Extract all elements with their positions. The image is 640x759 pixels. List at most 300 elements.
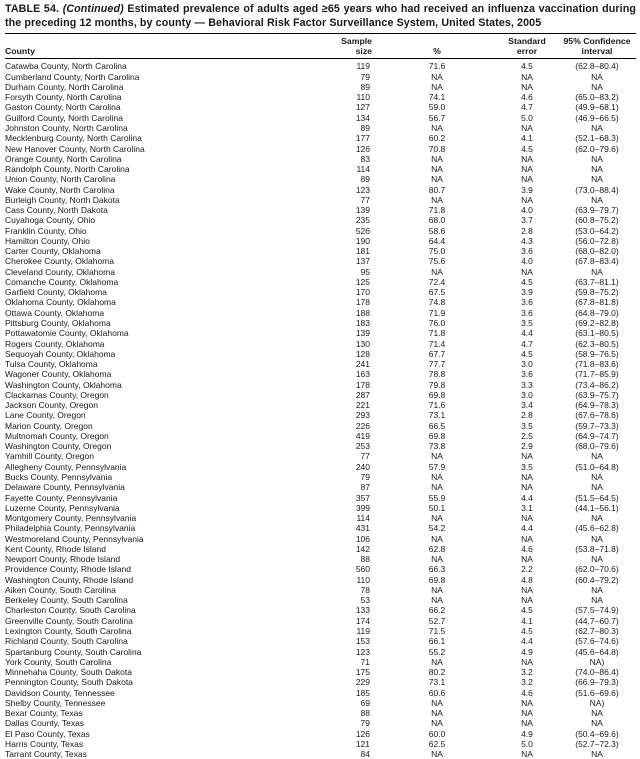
county-cell: Washington County, Oklahoma: [5, 379, 122, 390]
sample-size-cell: 134: [355, 112, 370, 123]
confidence-interval-cell: (67.6–78.6): [575, 410, 619, 421]
county-cell: Providence County, Rhode Island: [5, 564, 132, 575]
county-cell: Washington County, Rhode Island: [5, 574, 134, 585]
percent-cell: NA: [431, 708, 443, 719]
table-row: [5, 185, 636, 195]
percent-cell: 56.7: [428, 112, 446, 123]
sample-size-cell: 174: [355, 615, 370, 626]
table-row: [5, 708, 636, 718]
sample-size-cell: 240: [355, 461, 370, 472]
county-cell: Catawba County, North Carolina: [5, 61, 127, 72]
confidence-interval-cell: (64.9–74.7): [575, 430, 619, 441]
sample-size-cell: 125: [355, 276, 370, 287]
standard-error-cell: 3.6: [521, 369, 533, 380]
table-row: [5, 441, 636, 451]
county-cell: Cleveland County, Oklahoma: [5, 266, 115, 277]
standard-error-cell: 3.0: [521, 359, 533, 370]
confidence-interval-cell: NA: [591, 122, 603, 133]
table-row: [5, 113, 636, 123]
table-row: [5, 72, 636, 82]
percent-cell: NA: [431, 153, 443, 164]
county-cell: El Paso County, Texas: [5, 728, 90, 739]
confidence-interval-cell: (59.7–73.3): [575, 420, 619, 431]
standard-error-cell: NA: [521, 656, 533, 667]
table-row: [5, 195, 636, 205]
table-row: [5, 718, 636, 728]
col-header-ci-line2: interval: [581, 45, 613, 56]
county-cell: Cuyahoga County, Ohio: [5, 215, 96, 226]
standard-error-cell: NA: [521, 194, 533, 205]
county-cell: Pittsburg County, Oklahoma: [5, 318, 111, 329]
standard-error-cell: 4.1: [521, 133, 533, 144]
table-row: [5, 667, 636, 677]
standard-error-cell: 4.5: [521, 61, 533, 72]
percent-cell: 71.5: [428, 625, 446, 636]
standard-error-cell: 4.3: [521, 235, 533, 246]
confidence-interval-cell: (45.6–62.8): [575, 523, 619, 534]
standard-error-cell: 3.6: [521, 307, 533, 318]
standard-error-cell: 4.7: [521, 102, 533, 113]
confidence-interval-cell: (63.1–80.5): [575, 328, 619, 339]
county-cell: Harris County, Texas: [5, 738, 84, 749]
standard-error-cell: 4.7: [521, 338, 533, 349]
county-cell: Carter County, Oklahoma: [5, 246, 101, 257]
table-row: [5, 421, 636, 431]
sample-size-cell: 139: [355, 205, 370, 216]
county-cell: Yamhill County, Oregon: [5, 451, 94, 462]
percent-cell: NA: [431, 513, 443, 524]
confidence-interval-cell: (63.7–81.1): [575, 276, 619, 287]
standard-error-cell: NA: [521, 718, 533, 729]
confidence-interval-cell: (44.7–60.7): [575, 615, 619, 626]
standard-error-cell: 3.5: [521, 318, 533, 329]
confidence-interval-cell: NA: [591, 513, 603, 524]
confidence-interval-cell: (58.9–76.5): [575, 348, 619, 359]
county-cell: Luzerne County, Pennsylvania: [5, 502, 120, 513]
confidence-interval-cell: (53.8–71.8): [575, 543, 619, 554]
county-cell: Jackson County, Oregon: [5, 400, 98, 411]
standard-error-cell: 4.6: [521, 92, 533, 103]
percent-cell: 75.0: [428, 246, 446, 257]
percent-cell: NA: [431, 554, 443, 565]
sample-size-cell: 241: [355, 359, 370, 370]
sample-size-cell: 114: [356, 513, 370, 524]
percent-cell: 52.7: [428, 615, 446, 626]
percent-cell: 60.2: [428, 133, 446, 144]
sample-size-cell: 170: [355, 287, 370, 298]
confidence-interval-cell: NA): [589, 697, 605, 708]
confidence-interval-cell: (73.0–88.4): [575, 184, 619, 195]
table-row: [5, 564, 636, 574]
sample-size-cell: 83: [360, 153, 370, 164]
table-title: [5, 3, 636, 34]
sample-size-cell: 88: [360, 708, 370, 719]
confidence-interval-cell: (65.0–83.2): [575, 92, 619, 103]
confidence-interval-cell: (66.9–79.3): [575, 677, 619, 688]
sample-size-cell: 190: [355, 235, 370, 246]
sample-size-cell: 127: [355, 102, 370, 113]
county-cell: Garfield County, Oklahoma: [5, 287, 107, 298]
confidence-interval-cell: (63.9–79.7): [575, 205, 619, 216]
table-row: [5, 688, 636, 698]
percent-cell: 69.8: [428, 430, 446, 441]
table-row: [5, 503, 636, 513]
table-row: [5, 472, 636, 482]
percent-cell: 54.2: [428, 523, 446, 534]
percent-cell: 76.0: [428, 318, 446, 329]
table-row: [5, 102, 636, 112]
percent-cell: 62.8: [428, 543, 446, 554]
county-cell: Wake County, North Carolina: [5, 184, 115, 195]
confidence-interval-cell: NA: [591, 164, 603, 175]
confidence-interval-cell: (51.6–69.6): [575, 687, 619, 698]
percent-cell: NA: [431, 718, 443, 729]
sample-size-cell: 121: [355, 738, 370, 749]
confidence-interval-cell: (62.0–70.6): [575, 564, 619, 575]
sample-size-cell: 123: [355, 184, 370, 195]
confidence-interval-cell: NA: [591, 584, 603, 595]
confidence-interval-cell: NA: [591, 81, 603, 92]
sample-size-cell: 560: [355, 564, 370, 575]
confidence-interval-cell: NA: [591, 472, 603, 482]
sample-size-cell: 137: [355, 256, 370, 267]
standard-error-cell: 3.9: [521, 184, 533, 195]
confidence-interval-cell: (64.8–79.0): [575, 307, 619, 318]
sample-size-cell: 123: [355, 646, 370, 657]
table-row: [5, 390, 636, 400]
percent-cell: NA: [431, 71, 443, 82]
percent-cell: 64.4: [428, 235, 446, 246]
percent-cell: 71.8: [428, 328, 446, 339]
county-cell: Guilford County, North Carolina: [5, 112, 123, 123]
sample-size-cell: 114: [356, 164, 370, 175]
col-header-percent-label: %: [433, 45, 441, 56]
percent-cell: NA: [431, 81, 443, 92]
table-row: [5, 164, 636, 174]
table-row: [5, 626, 636, 636]
standard-error-cell: NA: [521, 708, 533, 719]
table-title-continued: (Continued): [62, 3, 124, 15]
standard-error-cell: 3.1: [521, 502, 533, 513]
table-row: [5, 349, 636, 359]
county-cell: Ottawa County, Oklahoma: [5, 307, 105, 318]
sample-size-cell: 419: [355, 430, 370, 441]
table-row: [5, 308, 636, 318]
percent-cell: NA: [431, 164, 443, 175]
standard-error-cell: 3.4: [521, 400, 533, 411]
county-cell: Westmoreland County, Pennsylvania: [5, 533, 144, 544]
table-row: [5, 462, 636, 472]
percent-cell: NA: [431, 656, 443, 667]
county-cell: Burleigh County, North Dakota: [5, 194, 120, 205]
sample-size-cell: 287: [355, 389, 370, 400]
confidence-interval-cell: NA: [591, 174, 603, 185]
percent-cell: 74.1: [428, 92, 446, 103]
table-row: [5, 616, 636, 626]
county-cell: Johnston County, North Carolina: [5, 122, 128, 133]
standard-error-cell: 3.6: [521, 297, 533, 308]
county-cell: Lexington County, South Carolina: [5, 625, 132, 636]
confidence-interval-cell: (60.4–79.2): [575, 574, 619, 585]
standard-error-cell: NA: [521, 554, 533, 565]
table-row: [5, 523, 636, 533]
standard-error-cell: 4.4: [521, 492, 533, 503]
table-row: [5, 339, 636, 349]
sample-size-cell: 163: [355, 369, 370, 380]
standard-error-cell: NA: [521, 153, 533, 164]
sample-size-cell: 293: [355, 410, 370, 421]
confidence-interval-cell: NA: [591, 533, 603, 544]
county-cell: Pottawatomie County, Oklahoma: [5, 328, 129, 339]
county-cell: Union County, North Carolina: [5, 174, 116, 185]
confidence-interval-cell: (45.6–64.8): [575, 646, 619, 657]
confidence-interval-cell: (59.8–75.2): [575, 287, 619, 298]
standard-error-cell: 5.0: [521, 738, 533, 749]
sample-size-cell: 526: [355, 225, 370, 236]
table-row: [5, 246, 636, 256]
table-row: [5, 647, 636, 657]
percent-cell: 67.7: [428, 348, 446, 359]
standard-error-cell: 4.0: [521, 205, 533, 216]
sample-size-cell: 139: [355, 328, 370, 339]
col-header-sample-line2: size: [355, 45, 372, 56]
table-row: [5, 513, 636, 523]
county-cell: Cass County, North Dakota: [5, 205, 108, 216]
percent-cell: 60.6: [428, 687, 446, 698]
standard-error-cell: 3.2: [521, 677, 533, 688]
table-row: [5, 236, 636, 246]
sample-size-cell: 188: [355, 307, 370, 318]
sample-size-cell: 89: [360, 122, 370, 133]
county-cell: Spartanburg County, South Carolina: [5, 646, 142, 657]
standard-error-cell: NA: [521, 174, 533, 185]
sample-size-cell: 79: [360, 71, 370, 82]
county-cell: Montgomery County, Pennsylvania: [5, 513, 137, 524]
standard-error-cell: 4.6: [521, 687, 533, 698]
confidence-interval-cell: (62.0–79.6): [575, 143, 619, 154]
county-cell: Orange County, North Carolina: [5, 153, 122, 164]
standard-error-cell: 4.5: [521, 625, 533, 636]
col-header-confidence-interval: [558, 34, 636, 59]
table-row: [5, 739, 636, 749]
county-cell: Allegheny County, Pennsylvania: [5, 461, 127, 472]
table-row: [5, 133, 636, 143]
confidence-interval-cell: NA: [591, 266, 603, 277]
percent-cell: 50.1: [428, 502, 446, 513]
sample-size-cell: 253: [355, 441, 370, 452]
county-cell: New Hanover County, North Carolina: [5, 143, 145, 154]
standard-error-cell: 3.5: [521, 420, 533, 431]
sample-size-cell: 357: [355, 492, 370, 503]
sample-size-cell: 126: [355, 143, 370, 154]
col-header-ci-line1: 95% Confidence: [563, 36, 631, 47]
sample-size-cell: 181: [355, 246, 370, 257]
table-row: [5, 267, 636, 277]
table-row: [5, 729, 636, 739]
col-header-sample-size: [320, 34, 378, 59]
standard-error-cell: NA: [521, 164, 533, 175]
confidence-interval-cell: (71.8–83.6): [575, 359, 619, 370]
county-cell: Hamilton County, Ohio: [5, 235, 90, 246]
standard-error-cell: NA: [521, 533, 533, 544]
sample-size-cell: 71: [360, 656, 370, 667]
county-cell: Tarrant County, Texas: [5, 749, 87, 759]
standard-error-cell: NA: [521, 584, 533, 595]
percent-cell: NA: [431, 122, 443, 133]
percent-cell: 69.8: [428, 389, 446, 400]
sample-size-cell: 79: [360, 718, 370, 729]
sample-size-cell: 77: [360, 194, 370, 205]
percent-cell: 80.7: [428, 184, 446, 195]
standard-error-cell: NA: [521, 472, 533, 482]
table-row: [5, 482, 636, 492]
county-cell: Oklahoma County, Oklahoma: [5, 297, 116, 308]
percent-cell: NA: [431, 595, 443, 606]
county-cell: Multnomah County, Oregon: [5, 430, 109, 441]
table-row: [5, 318, 636, 328]
col-header-percent: [378, 34, 496, 59]
standard-error-cell: NA: [521, 81, 533, 92]
percent-cell: 71.8: [428, 205, 446, 216]
percent-cell: 57.9: [428, 461, 446, 472]
sample-size-cell: 89: [360, 174, 370, 185]
percent-cell: NA: [431, 174, 443, 185]
confidence-interval-cell: NA: [591, 153, 603, 164]
sample-size-cell: 128: [355, 348, 370, 359]
standard-error-cell: 3.3: [521, 379, 533, 390]
county-cell: Cherokee County, Oklahoma: [5, 256, 114, 267]
sample-size-cell: 88: [360, 554, 370, 565]
table-row: [5, 595, 636, 605]
standard-error-cell: NA: [521, 513, 533, 524]
confidence-interval-cell: (49.9–68.1): [575, 102, 619, 113]
percent-cell: 79.8: [428, 379, 446, 390]
standard-error-cell: 2.8: [521, 410, 533, 421]
table-row: [5, 749, 636, 759]
sample-size-cell: 53: [360, 595, 370, 606]
confidence-interval-cell: NA: [591, 451, 603, 462]
table-row: [5, 359, 636, 369]
percent-cell: 80.2: [428, 667, 446, 678]
county-cell: Bexar County, Texas: [5, 708, 83, 719]
table-row: [5, 585, 636, 595]
standard-error-cell: 4.5: [521, 348, 533, 359]
percent-cell: 73.1: [428, 410, 446, 421]
table-row: [5, 380, 636, 390]
county-cell: Gaston County, North Carolina: [5, 102, 121, 113]
sample-size-cell: 235: [355, 215, 370, 226]
sample-size-cell: 87: [360, 482, 370, 493]
standard-error-cell: 2.8: [521, 225, 533, 236]
standard-error-cell: 4.5: [521, 276, 533, 287]
percent-cell: 66.1: [428, 636, 446, 647]
sample-size-cell: 183: [355, 318, 370, 329]
county-cell: Delaware County, Pennsylvania: [5, 482, 125, 493]
percent-cell: NA: [431, 697, 443, 708]
sample-size-cell: 106: [355, 533, 370, 544]
table-header: [5, 34, 636, 59]
table-row: [5, 369, 636, 379]
table-title-prefix: TABLE 54.: [5, 3, 63, 15]
confidence-interval-cell: (69.2–82.8): [575, 318, 619, 329]
sample-size-cell: 133: [355, 605, 370, 616]
sample-size-cell: 84: [360, 749, 370, 759]
confidence-interval-cell: (71.7–85.9): [575, 369, 619, 380]
confidence-interval-cell: (51.0–64.8): [575, 461, 619, 472]
table-row: [5, 297, 636, 307]
county-cell: Marion County, Oregon: [5, 420, 93, 431]
table-row: [5, 174, 636, 184]
sample-size-cell: 130: [355, 338, 370, 349]
standard-error-cell: 4.0: [521, 256, 533, 267]
confidence-interval-cell: (73.4–86.2): [575, 379, 619, 390]
standard-error-cell: 4.4: [521, 328, 533, 339]
col-header-sample-line1: Sample: [341, 36, 372, 47]
table-body: [5, 59, 636, 759]
confidence-interval-cell: (50.4–69.6): [575, 728, 619, 739]
county-cell: Franklin County, Ohio: [5, 225, 87, 236]
standard-error-cell: 5.0: [521, 112, 533, 123]
confidence-interval-cell: (56.0–72.8): [575, 235, 619, 246]
standard-error-cell: 3.2: [521, 667, 533, 678]
standard-error-cell: NA: [521, 266, 533, 277]
sample-size-cell: 69: [360, 697, 370, 708]
county-cell: Minnehaha County, South Dakota: [5, 667, 132, 678]
percent-cell: 71.6: [428, 400, 446, 411]
col-header-se-line1: Standard: [508, 36, 546, 47]
table-row: [5, 205, 636, 215]
col-header-county: [5, 34, 320, 59]
confidence-interval-cell: (62.3–80.5): [575, 338, 619, 349]
standard-error-cell: 3.7: [521, 215, 533, 226]
table-row: [5, 657, 636, 667]
table-row: [5, 431, 636, 441]
table-row: [5, 277, 636, 287]
sample-size-cell: 79: [360, 472, 370, 482]
percent-cell: NA: [431, 533, 443, 544]
percent-cell: 58.6: [428, 225, 446, 236]
confidence-interval-cell: NA: [591, 708, 603, 719]
county-cell: Berkeley County, South Carolina: [5, 595, 128, 606]
table-row: [5, 698, 636, 708]
table-row: [5, 677, 636, 687]
confidence-interval-cell: (67.8–83.4): [575, 256, 619, 267]
confidence-interval-cell: (51.5–64.5): [575, 492, 619, 503]
percent-cell: 62.5: [428, 738, 446, 749]
county-cell: Pennington County, South Dakota: [5, 677, 133, 688]
sample-size-cell: 221: [355, 400, 370, 411]
table-row: [5, 410, 636, 420]
confidence-interval-cell: NA: [591, 595, 603, 606]
sample-size-cell: 78: [360, 584, 370, 595]
standard-error-cell: NA: [521, 482, 533, 493]
standard-error-cell: NA: [521, 451, 533, 462]
standard-error-cell: 4.4: [521, 523, 533, 534]
county-cell: Richland County, South Carolina: [5, 636, 128, 647]
sample-size-cell: 431: [355, 523, 370, 534]
county-cell: Rogers County, Oklahoma: [5, 338, 105, 349]
county-cell: Tulsa County, Oklahoma: [5, 359, 98, 370]
county-cell: Sequoyah County, Oklahoma: [5, 348, 116, 359]
standard-error-cell: NA: [521, 749, 533, 759]
sample-size-cell: 77: [360, 451, 370, 462]
standard-error-cell: NA: [521, 595, 533, 606]
percent-cell: 74.8: [428, 297, 446, 308]
table-row: [5, 636, 636, 646]
confidence-interval-cell: (57.5–74.9): [575, 605, 619, 616]
table-row: [5, 575, 636, 585]
table-row: [5, 154, 636, 164]
